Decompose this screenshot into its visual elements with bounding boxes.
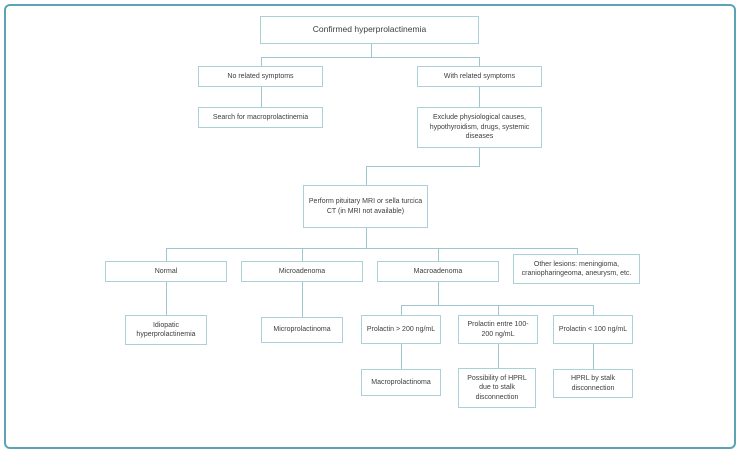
- node-microadenoma: Microadenoma: [241, 261, 363, 282]
- node-perform-pituitary-mri: Perform pituitary MRI or sella turcica CT (in MRI not available): [303, 185, 428, 228]
- connector-line: [166, 282, 167, 315]
- connector-line: [593, 344, 594, 369]
- node-macroadenoma: Macroadenoma: [377, 261, 499, 282]
- node-hprl-by-stalk-disconnection: HPRL by stalk disconnection: [553, 369, 633, 398]
- connector-line: [366, 228, 367, 248]
- connector-line: [479, 57, 480, 66]
- connector-line: [401, 305, 402, 315]
- node-idiopatic-hyperprolactinemia: Idiopatic hyperprolactinemia: [125, 315, 207, 345]
- node-normal: Normal: [105, 261, 227, 282]
- node-no-related-symptoms: No related symptoms: [198, 66, 323, 87]
- connector-line: [302, 248, 303, 261]
- node-confirmed-hyperprolactinemia: Confirmed hyperprolactinemia: [260, 16, 479, 44]
- connector-line: [302, 282, 303, 317]
- node-search-macroprolactinemia: Search for macroprolactinemia: [198, 107, 323, 128]
- connector-line: [366, 166, 480, 167]
- node-prolactin-lt-100: Prolactin < 100 ng/mL: [553, 315, 633, 344]
- connector-line: [438, 282, 439, 305]
- node-microprolactinoma: Microprolactinoma: [261, 317, 343, 343]
- node-prolactin-gt-200: Prolactin > 200 ng/mL: [361, 315, 441, 344]
- connector-line: [166, 248, 167, 261]
- connector-line: [401, 344, 402, 369]
- node-other-lesions: Other lesions: meningioma, craniopharingeoma, aneurysm, etc.: [513, 254, 640, 284]
- connector-line: [593, 305, 594, 315]
- node-exclude-causes: Exclude physiological causes, hypothyroidism, drugs, systemic diseases: [417, 107, 542, 148]
- connector-line: [438, 248, 439, 261]
- node-macroprolactinoma: Macroprolactinoma: [361, 369, 441, 396]
- node-with-related-symptoms: With related symptoms: [417, 66, 542, 87]
- connector-line: [261, 57, 262, 66]
- connector-line: [498, 344, 499, 368]
- connector-line: [166, 248, 577, 249]
- connector-line: [498, 305, 499, 315]
- node-possibility-hprl-stalk: Possibility of HPRL due to stalk disconnection: [458, 368, 536, 408]
- connector-line: [261, 87, 262, 107]
- connector-line: [479, 87, 480, 107]
- connector-line: [479, 148, 480, 166]
- connector-line: [261, 57, 480, 58]
- connector-line: [371, 44, 372, 57]
- connector-line: [366, 166, 367, 185]
- node-prolactin-100-200: Prolactin entre 100-200 ng/mL: [458, 315, 538, 344]
